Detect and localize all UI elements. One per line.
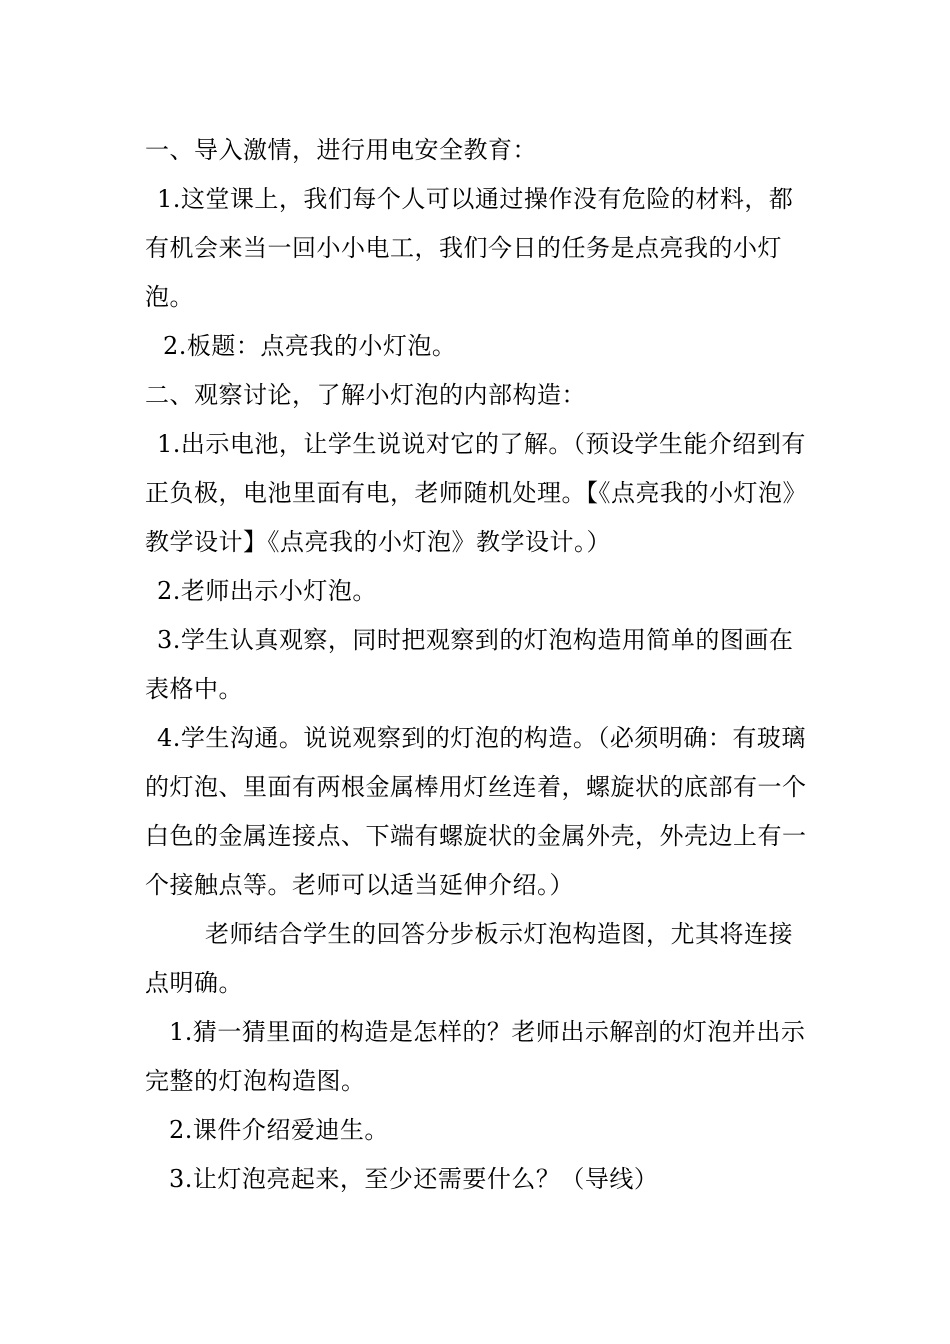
paragraph-5: 3.学生认真观察，同时把观察到的灯泡构造用简单的图画在表格中。 <box>145 626 794 703</box>
section-heading-2: 二、观察讨论，了解小灯泡的内部构造： <box>145 381 586 409</box>
paragraph-3: 1.出示电池，让学生说说对它的了解。（预设学生能介绍到有正负极，电池里面有电，老师随机处理。【《点亮我的小灯泡》教学设计】《点亮我的小灯泡》教学设计。） <box>145 430 807 556</box>
paragraph-6: 4.学生沟通。说说观察到的灯泡的构造。（必须明确：有玻璃的灯泡、里面有两根金属棒用灯丝连着，螺旋状的底部有一个白色的金属连接点、下端有螺旋状的金属外壳，外壳边上有一个接触点等。老师可以适当延伸介绍。） <box>145 724 807 899</box>
paragraph-4: 2.老师出示小灯泡。 <box>157 577 377 605</box>
section-heading-1: 一、导入激情，进行用电安全教育： <box>145 136 537 164</box>
paragraph-1: 1.这堂课上，我们每个人可以通过操作没有危险的材料，都有机会来当一回小小电工，我们今日的任务是点亮我的小灯泡。 <box>145 185 794 311</box>
paragraph-10: 3.让灯泡亮起来，至少还需要什么？（导线） <box>169 1165 659 1193</box>
paragraph-8: 1.猜一猜里面的构造是怎样的？老师出示解剖的灯泡并出示完整的灯泡构造图。 <box>145 1018 806 1095</box>
paragraph-9: 2.课件介绍爱迪生。 <box>169 1116 389 1144</box>
paragraph-2: 2.板题：点亮我的小灯泡。 <box>163 332 457 360</box>
paragraph-7: 老师结合学生的回答分步板示灯泡构造图，尤其将连接点明确。 <box>145 920 793 997</box>
